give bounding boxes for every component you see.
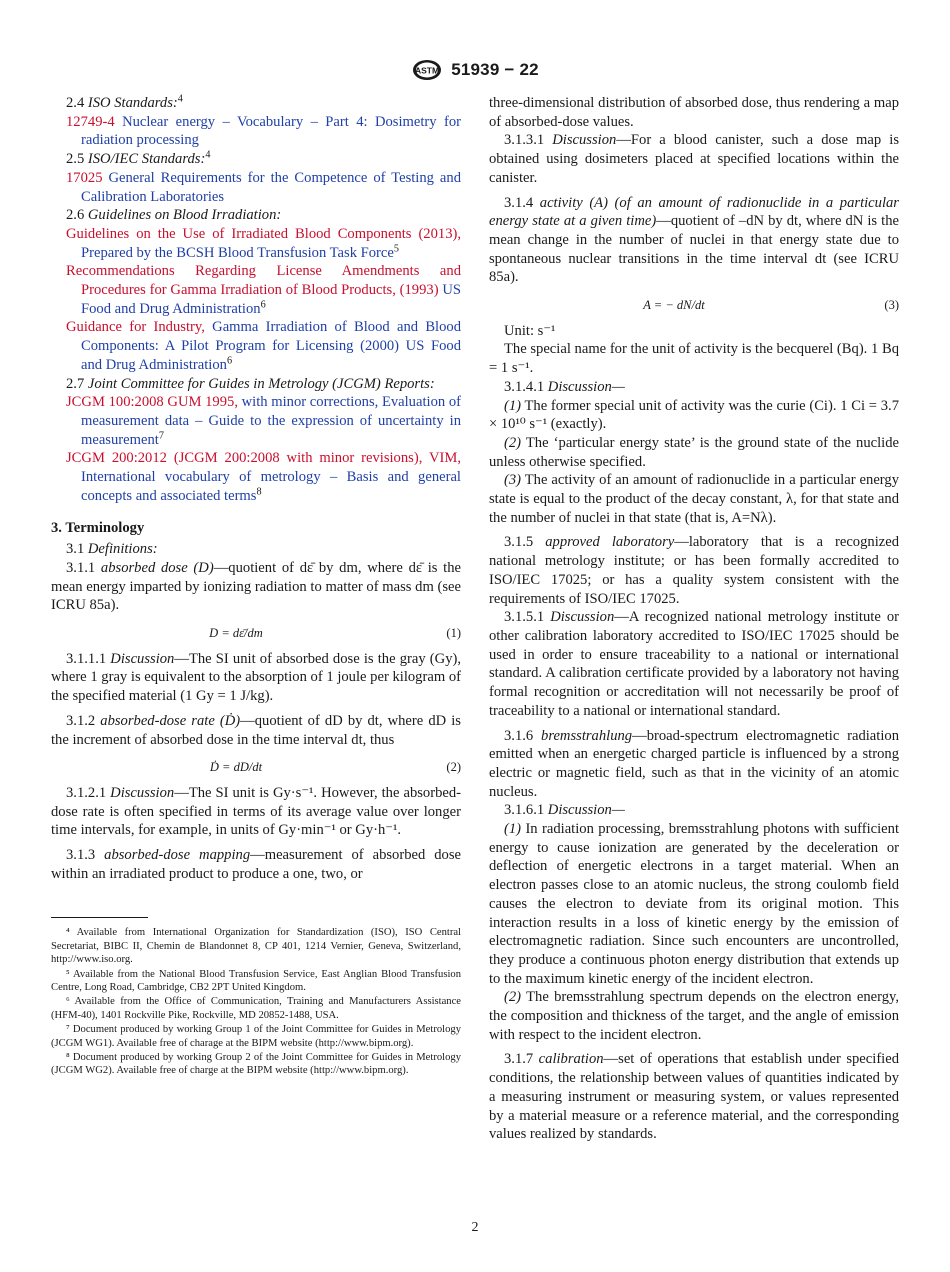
- footnote-6: ⁶ Available from the Office of Communication, Training and Manufacturers Assistance (HFM-40), 1401 Rockville Pike, Rockville, MD 20852-1488, USA.: [51, 996, 461, 1021]
- left-column: [51, 94, 461, 1079]
- page-number: 2: [471, 1220, 479, 1235]
- section-3-1: 3.1 Definitions:: [66, 541, 158, 558]
- equation-2: Ḋ = dD/dt (2): [209, 760, 461, 775]
- section-2-4: 2.4 ISO Standards:$^4$: [66, 93, 183, 111]
- definition-calibration: 3.1.7 calibration—set of operations that establish under specified conditions, the relationship between values of quantities indicated by a measuring instrument or measuring system, or values represented by a material measure or a reference material, and the corresponding values realized by standards.: [489, 1051, 900, 1143]
- discussion-3-1-2-1: 3.1.2.1 Discussion—The SI unit is Gy·s⁻¹. However, the absorbed-dose rate is often specified in terms of its average value over longer time intervals, for example, in units of Gy·min⁻¹ or Gy·h⁻¹.: [51, 784, 462, 839]
- discussion-3-1-4-1-item-2: (2) The ‘particular energy state’ is the ground state of the nuclide unless otherwise specified.: [489, 434, 899, 470]
- footnote-divider: [51, 917, 148, 918]
- footnote-7: ⁷ Document produced by working Group 1 of the Joint Committee for Guides in Metrology (JCGM WG1). Available free of charage at the BIPM website (http://www.bipm.org).: [51, 1024, 461, 1049]
- equation-1: D = dε̄/dm (1): [209, 625, 461, 640]
- discussion-3-1-6-1-item-1: (1) In radiation processing, bremsstrahlung photons with sufficient energy to cause ionization are generated by the deceleration or deflection of energetic electrons in a target material. When an electron passes close to an atomic nucleus, the strong coulomb field causes the electron to deviate from its original motion. This interaction results in a loss of kinetic energy by the emission of electromagnetic radiation. Since such encounters are uncontrolled, they produce a continuous photon energy distribution that extends up to the maximum kinetic energy of the incident electron.: [489, 821, 899, 987]
- footnote-5: ⁵ Available from the National Blood Transfusion Service, East Anglian Blood Transfusion Centre, Long Road, Cambridge, CB2 2PT United Kingdom.: [51, 968, 461, 994]
- activity-unit: Unit: s⁻¹: [504, 322, 556, 339]
- section-2-5: 2.5 ISO/IEC Standards:$^4$: [66, 149, 211, 168]
- svg-text:ASTM: ASTM: [415, 65, 440, 76]
- ref-iso-12749-4[interactable]: 12749-4 Nuclear energy – Vocabulary – Part 4: Dosimetry for radiation processing: [66, 113, 461, 149]
- document-number: 51939 − 22: [451, 60, 539, 79]
- definition-absorbed-dose-mapping: 3.1.3 absorbed-dose mapping—measurement of absorbed dose within an irradiated product to produce a one, two, or: [51, 847, 461, 882]
- right-column: [489, 94, 899, 1144]
- footnote-8: ⁸ Document produced by working Group 2 of the Joint Committee for Guides in Metrology (JCGM WG2). Available free of charge at the BIPM website (http://www.bipm.org).: [51, 1052, 461, 1077]
- discussion-3-1-4-1-item-3: (3) The activity of an amount of radionuclide in a particular energy state is equal to the product of the decay constant, λ, for that state and the number of nuclei in that state (that is, A=Nλ).: [489, 472, 899, 526]
- equation-3: A = − dN/dt (3): [643, 298, 899, 313]
- discussion-3-1-6-1-item-2: (2) The bremsstrahlung spectrum depends on the electron energy, the composition and thickness of the target, and the angle of emission with respect to the incident electron.: [489, 989, 899, 1043]
- ref-iso-iec-17025[interactable]: 17025 General Requirements for the Competence of Testing and Calibration Laboratories: [66, 169, 461, 205]
- activity-special-name: The special name for the unit of activity is the becquerel (Bq). 1 Bq = 1 s⁻¹.: [489, 341, 899, 377]
- section-2-7: 2.7 Joint Committee for Guides in Metrology (JCGM) Reports:: [66, 375, 435, 392]
- ref-fda-recommendations[interactable]: Recommendations Regarding License Amendments and Procedures for Gamma Irradiation of Blood Products, (1993) US Food and Drug Administration$^6$: [66, 263, 461, 317]
- discussion-3-1-1-1: 3.1.1.1 Discussion—The SI unit of absorbed dose is the gray (Gy), where 1 gray is equivalent to the absorption of 1 joule per kilogram of the specified material (1 Gy = 1 J/kg).: [51, 650, 461, 705]
- section-2-6: 2.6 Guidelines on Blood Irradiation:: [66, 207, 282, 224]
- definition-absorbed-dose: 3.1.1 absorbed dose (D)—quotient of dε̄ by dm, where dε̄ is the mean energy imparted by ionizing radiation to matter of mass dm (see ICRU 85a).: [51, 559, 461, 614]
- ref-fda-guidance[interactable]: Guidance for Industry, Gamma Irradiation of Blood and Blood Components: A Pilot Program for Licensing (2000) US Food and Drug Administration$^6$: [66, 319, 462, 373]
- page-header: [0, 56, 950, 84]
- ref-jcgm-100[interactable]: JCGM 100:2008 GUM 1995, with minor corrections, Evaluation of measurement data – Guide to the expression of uncertainty in measurement$^7$: [66, 394, 461, 448]
- footnote-4: ⁴ Available from International Organization for Standardization (ISO), ISO Central Secretariat, BIBC II, Chemin de Blandonnet 8, CP 401, 1214 Vernier, Geneva, Switzerland, http://www.iso.org.: [51, 927, 461, 966]
- discussion-3-1-6-1: 3.1.6.1 Discussion—: [504, 802, 625, 819]
- discussion-3-1-5-1: 3.1.5.1 Discussion—A recognized national metrology institute or other calibration laboratory accredited to ISO/IEC 17025 should be used in order to ensure traceability to a national or international standard. A calibration certificate provided by a laboratory not having formal recognition or accreditation will not necessarily be proof of traceability to a national or international standard.: [489, 609, 899, 719]
- discussion-3-1-4-1-item-1: (1) The former special unit of activity was the curie (Ci). 1 Ci = 3.7 × 10¹⁰ s⁻¹ (exactly).: [489, 397, 899, 433]
- definition-absorbed-dose-rate: 3.1.2 absorbed-dose rate (Ḋ)—quotient of dD by dt, where dD is the increment of absorbed dose in the time interval dt, thus: [51, 712, 461, 748]
- definition-bremsstrahlung: 3.1.6 bremsstrahlung—broad-spectrum electromagnetic radiation emitted when an energetic charged particle is influenced by a strong electric or magnetic field, such as that in the vicinity of an atomic nucleus.: [489, 727, 899, 800]
- discussion-3-1-3-1: 3.1.3.1 Discussion—For a blood canister, such a dose map is obtained using dosimeters placed at specified locations within the canister.: [489, 132, 900, 186]
- astm-logo-icon: [411, 58, 443, 82]
- heading-terminology: 3. Terminology: [51, 520, 145, 537]
- definition-activity: 3.1.4 activity (A) (of an amount of radionuclide in a particular energy state at a given time)—quotient of –dN by dt, where dN is the mean change in the number of nuclei in that energy state due to spontaneous nuclear transitions in the time interval dt (see ICRU 85a).: [489, 194, 899, 286]
- ref-bcsh-guidelines[interactable]: Guidelines on the Use of Irradiated Blood Components (2013), Prepared by the BCSH Blood Transfusion Task Force$^5$: [66, 225, 461, 261]
- discussion-3-1-4-1: 3.1.4.1 Discussion—: [504, 378, 625, 395]
- mapping-continuation: three-dimensional distribution of absorbed dose, thus rendering a map of absorbed-dose values.: [489, 95, 899, 130]
- definition-approved-laboratory: 3.1.5 approved laboratory—laboratory that is a recognized national metrology institute; or has been formally accredited to ISO/IEC 17025; or has a quality system consistent with the requirements of ISO/IEC 17025.: [489, 534, 900, 607]
- ref-jcgm-200[interactable]: JCGM 200:2012 (JCGM 200:2008 with minor revisions), VIM, International vocabulary of metrology – Basis and general concepts and associated terms$^8$: [66, 450, 461, 504]
